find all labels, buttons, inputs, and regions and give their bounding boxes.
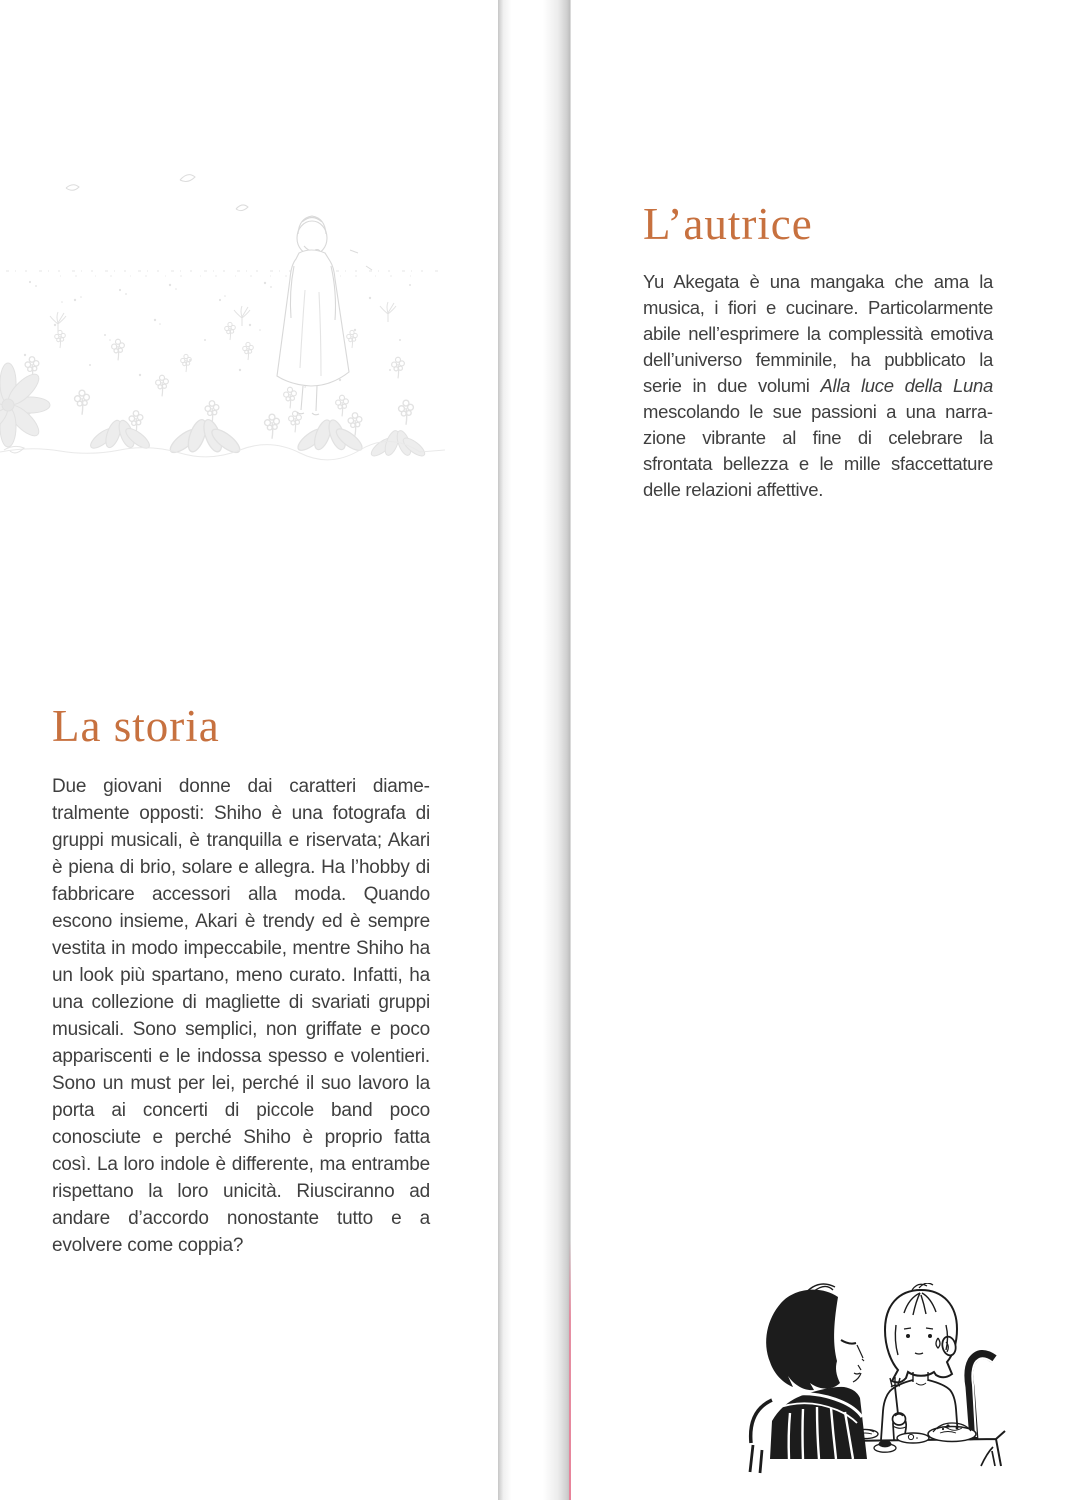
dark-haired-character [750,1284,867,1473]
left-chair [751,1400,772,1443]
cover-edge-line [569,1240,571,1500]
story-heading: La storia [52,701,220,751]
author-section [643,198,993,521]
sweat-drop [936,1338,940,1348]
story-section [52,700,430,1278]
flower-sprigs [17,302,413,439]
plates-of-food [852,1423,976,1452]
flower-field-girl-illustration [0,150,445,480]
story-paragraph: Due giovani donne dai caratteri diametralmente opposti: Shiho è una fotografa di gruppi musicali, è tranquilla e riservata; Akari è piena di brio, solare e allegra. Ha l’hobby di fabbricare accessori alla moda. Quando escono insieme, Akari è trendy ed è sempre vestita in modo impeccabile, mentre Shiho ha un look più spartano, meno curato. Infatti, ha una collezione di magliette di svariati gruppi musicali. Sono semplici, non griffate e poco appariscenti e le indossa spesso e volentieri. Sono un must per lei, perché il suo lavoro la porta ai concerti di piccole band poco conosciute e perché Shiho è proprio fatta così. La loro indole è differente, ma entrambe rispettano la loro unicità. Riusciranno ad andare d’accordo nonostante tutto e a evolvere come coppia? [52,776,430,1256]
page-fold-gutter [498,0,573,1500]
light-haired-character [881,1283,958,1440]
fork [895,1387,898,1414]
author-heading: L’autrice [643,199,813,249]
girl-figure [277,216,349,415]
author-paragraph: Yu Akegata è una mangaka che ama la musica, i fiori e cucinare. Particolarmente abile nell’esprimere la complessità emotiva dell’universo femminile, ha pubblicato la serie in due volumi Alla luce della Luna mescolando le sue passioni a una narrazione vibrante al fine di celebrare la sfrontata bellezza e le mille sfaccettature delle relazioni affettive. [643,270,993,500]
dinner-scene-illustration [745,1283,1015,1475]
